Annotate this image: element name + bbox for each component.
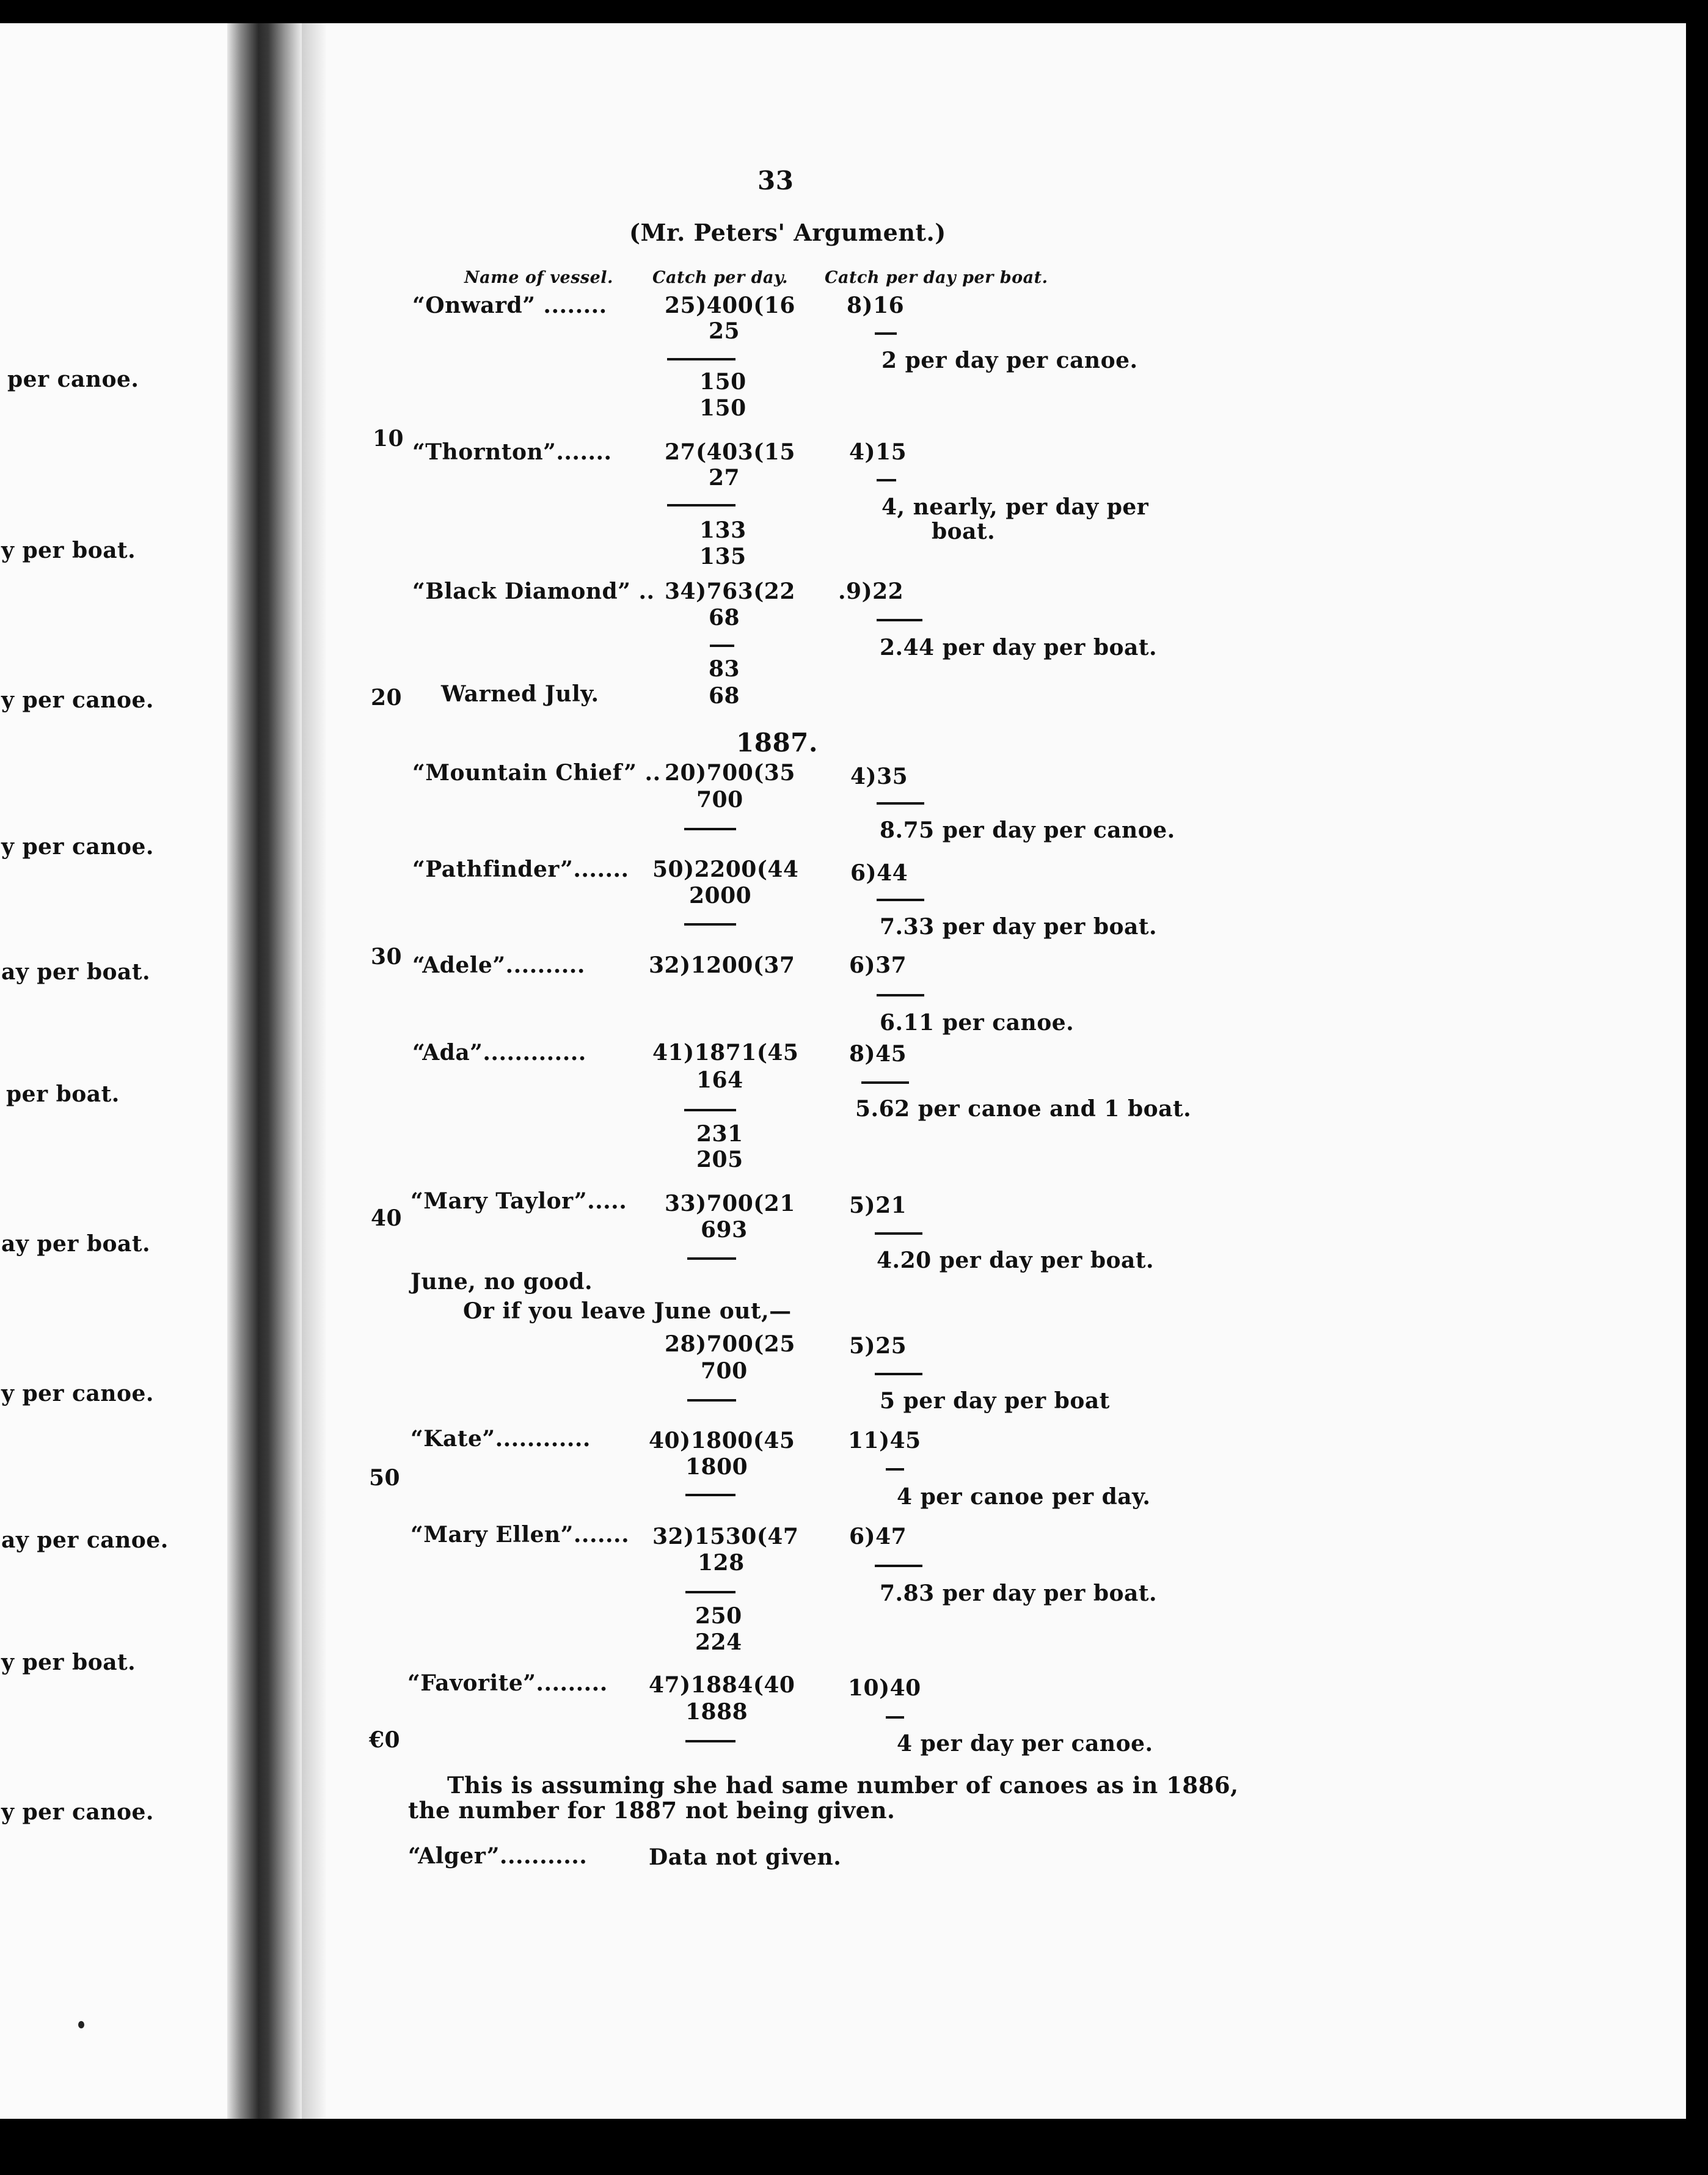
catch-division: 34)763(22 (665, 579, 795, 604)
catch-result: 5.62 per canoe and 1 boat. (855, 1096, 1192, 1122)
catch-result: 7.33 per day per boat. (880, 914, 1157, 940)
vessel-name: “Ada”............. (412, 1040, 586, 1066)
working-line: 224 (695, 1629, 742, 1655)
working-line: 231 (696, 1121, 743, 1147)
catch-result: 4 per day per canoe. (897, 1731, 1153, 1756)
division-rule (710, 645, 734, 647)
working-line: 128 (698, 1550, 745, 1576)
vessel-name: “Mary Taylor”..... (411, 1188, 627, 1214)
catch-division: 28)700(25 (665, 1331, 795, 1357)
left-fragment: ay per canoe. (1, 1527, 169, 1553)
left-fragment: y per boat. (1, 538, 136, 563)
catch-division: 41)1871(45 (652, 1040, 799, 1066)
vessel-name: “Mary Ellen”....... (411, 1522, 630, 1548)
division-rule (685, 1591, 735, 1593)
catch-result: 7.83 per day per boat. (880, 1581, 1157, 1606)
division-rule (877, 802, 924, 805)
catch-division: 27(403(15 (665, 439, 795, 465)
left-fragment: ay per boat. (1, 1231, 151, 1257)
left-fragment: y per canoe. (1, 1381, 154, 1406)
catch-result: boat. (932, 519, 996, 544)
boat-division: 5)25 (849, 1333, 907, 1359)
division-rule (667, 358, 735, 360)
left-fragment: per boat. (6, 1081, 120, 1107)
scan-bottom-edge (0, 2119, 1708, 2175)
boat-division: 4)35 (850, 764, 908, 789)
line-number: 50 (369, 1465, 401, 1491)
year-heading: 1887. (736, 728, 819, 758)
catch-division: 47)1884(40 (649, 1672, 795, 1698)
catch-division: 33)700(21 (665, 1191, 795, 1216)
working-line: 250 (695, 1603, 742, 1629)
catch-division: 32)1200(37 (649, 952, 795, 978)
left-fragment: y per canoe. (1, 1799, 154, 1825)
vessel-note: Or if you leave June out,— (463, 1298, 792, 1324)
vessel-note: June, no good. (411, 1269, 593, 1295)
column-header-catch-per-day: Catch per day. (652, 268, 788, 287)
column-header-catch-per-boat: Catch per day per boat. (825, 268, 1048, 287)
boat-division: 5)21 (849, 1193, 907, 1218)
footnote: the number for 1887 not being given. (408, 1797, 896, 1824)
page-heading: (Mr. Peters' Argument.) (629, 219, 946, 246)
working-line: 164 (696, 1067, 743, 1093)
division-rule (875, 1565, 922, 1567)
division-rule (684, 828, 736, 830)
line-number: 20 (371, 685, 403, 711)
boat-division: 10)40 (848, 1675, 921, 1701)
division-rule (877, 994, 924, 996)
working-line: 693 (701, 1217, 748, 1243)
catch-division: 20)700(35 (665, 760, 795, 786)
book-spine-shadow (227, 23, 302, 2119)
division-rule (685, 1494, 735, 1496)
working-line: 150 (699, 395, 746, 421)
vessel-name: “Adele”.......... (412, 952, 585, 978)
speck (78, 2021, 84, 2028)
vessel-name: “Favorite”......... (407, 1670, 608, 1696)
working-line: 68 (709, 683, 740, 709)
division-rule (685, 1740, 735, 1742)
boat-division: 6)37 (849, 952, 907, 978)
left-fragment: per canoe. (7, 367, 139, 392)
working-line: 1800 (685, 1454, 748, 1480)
working-line: 205 (696, 1147, 743, 1172)
division-rule (875, 332, 897, 335)
catch-result: 6.11 per canoe. (880, 1010, 1075, 1036)
working-line: 25 (709, 318, 740, 344)
catch-division: 32)1530(47 (652, 1524, 799, 1549)
division-rule (684, 923, 736, 926)
division-rule (877, 619, 922, 621)
working-line: 135 (699, 544, 746, 569)
boat-division: 6)44 (850, 860, 908, 886)
line-number: 10 (373, 426, 404, 451)
line-number: €0 (369, 1727, 401, 1753)
working-line: 68 (709, 605, 740, 631)
working-line: 83 (709, 656, 740, 682)
vessel-note: Warned July. (441, 681, 599, 707)
vessel-name: “Thornton”....... (412, 439, 612, 465)
division-rule (886, 1716, 904, 1719)
catch-result: 4, nearly, per day per (881, 494, 1149, 520)
left-page (0, 23, 227, 2119)
division-rule (877, 479, 896, 481)
division-rule (687, 1399, 736, 1402)
catch-result: 4 per canoe per day. (897, 1484, 1151, 1510)
division-rule (875, 1232, 922, 1235)
division-rule (687, 1257, 736, 1260)
boat-division: 6)47 (849, 1524, 907, 1549)
catch-result: 2.44 per day per boat. (880, 635, 1157, 660)
left-fragment: y per canoe. (1, 687, 154, 713)
vessel-name: “Alger”........... (408, 1843, 588, 1869)
division-rule (886, 1468, 904, 1471)
left-fragment: ay per boat. (1, 959, 151, 985)
catch-result: 5 per day per boat (880, 1388, 1110, 1414)
working-line: 1888 (685, 1699, 748, 1725)
line-number: 30 (371, 944, 403, 970)
working-line: 700 (701, 1358, 748, 1384)
division-rule (861, 1081, 909, 1084)
catch-result: 4.20 per day per boat. (877, 1248, 1154, 1273)
working-line: 133 (699, 517, 746, 543)
footnote: This is assuming she had same number of canoes as in 1886, (447, 1772, 1239, 1799)
division-rule (684, 1109, 736, 1111)
vessel-name: “Black Diamond” .. (412, 579, 655, 604)
line-number: 40 (371, 1205, 403, 1231)
working-line: 27 (709, 465, 740, 491)
data-not-given: Data not given. (649, 1844, 842, 1870)
division-rule (875, 1373, 922, 1375)
catch-division: 50)2200(44 (652, 857, 799, 882)
page-number: 33 (757, 166, 794, 196)
vessel-name: “Mountain Chief” .. (412, 760, 661, 786)
vessel-name: “Kate”............ (411, 1426, 591, 1452)
column-header-vessel: Name of vessel. (464, 268, 613, 287)
boat-division: 8)16 (847, 293, 905, 318)
left-fragment: y per canoe. (1, 834, 154, 860)
catch-result: 8.75 per day per canoe. (880, 817, 1175, 843)
vessel-name: “Onward” ........ (412, 293, 607, 318)
catch-division: 25)400(16 (665, 293, 795, 318)
vessel-name: “Pathfinder”....... (412, 857, 629, 882)
boat-division: .9)22 (838, 579, 904, 604)
division-rule (667, 504, 735, 506)
boat-division: 4)15 (849, 439, 907, 465)
boat-division: 11)45 (848, 1428, 921, 1453)
working-line: 150 (699, 369, 746, 395)
catch-division: 40)1800(45 (649, 1428, 795, 1453)
left-fragment: y per boat. (1, 1650, 136, 1675)
scan-edge (1686, 0, 1708, 2175)
working-line: 2000 (689, 883, 752, 908)
gutter-shadow (302, 23, 326, 2119)
division-rule (877, 899, 924, 901)
boat-division: 8)45 (849, 1041, 907, 1067)
catch-result: 2 per day per canoe. (881, 348, 1138, 373)
working-line: 700 (696, 787, 743, 813)
